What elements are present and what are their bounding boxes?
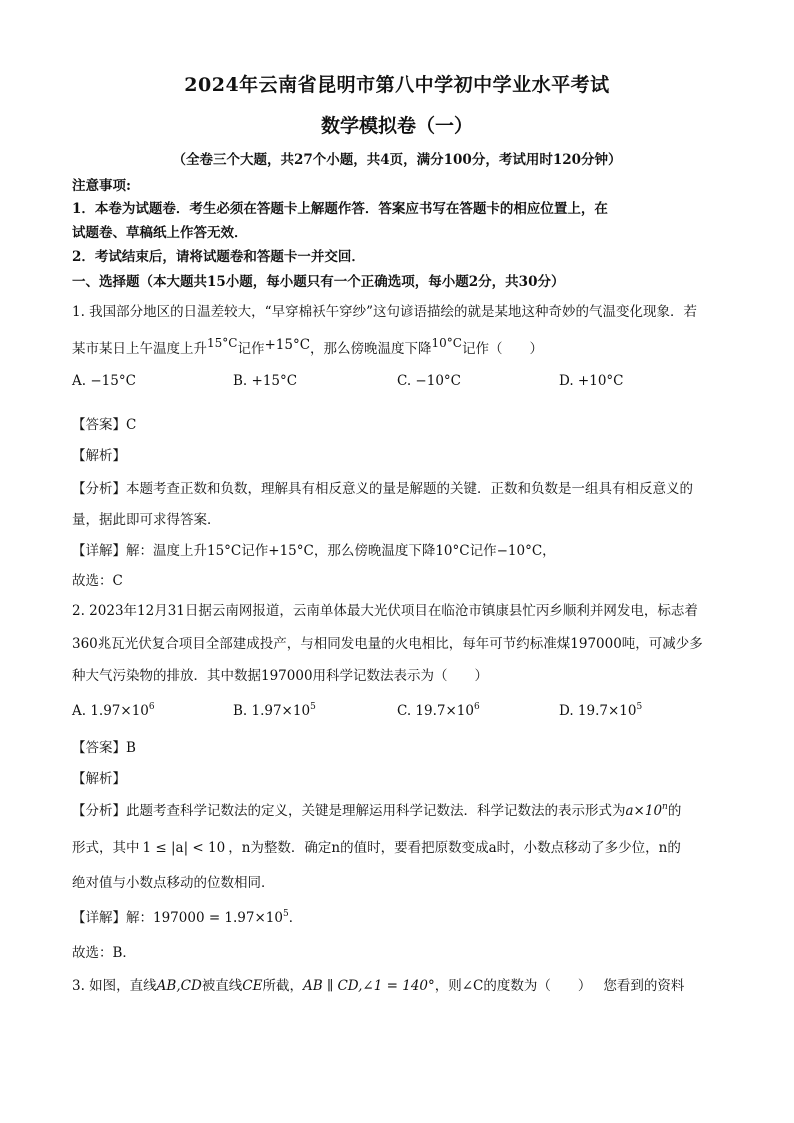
q2-analysis-line-3: 绝对值与小数点移动的位数相同． xyxy=(72,875,275,891)
q1-stem-line-2: 某市某日上午温度上升15°C记作+15°C，那么傍晚温度下降10°C记作（ ） xyxy=(72,336,543,357)
q2-choose: 故选：B． xyxy=(72,945,136,961)
q1-jiexi: 【解析】 xyxy=(72,448,126,464)
q2-stem-line-1: 2. 2023年12月31日据云南网报道，云南单体最大光伏项目在临沧市镇康县忙丙乡顺利并网发电，标志着 xyxy=(72,603,698,619)
q2-detail: 【详解】解：$197000 = 1.97\times 10^5$． xyxy=(72,909,303,926)
q3-stem-line-1: 3. 如图，直线AB,CD被直线CE所截，AB ∥ CD,∠1 = 140°，则∠C的度数为（ ） 您看到的资料 xyxy=(72,978,685,994)
exam-subtitle: 数学模拟卷（一） xyxy=(320,115,473,137)
watermark-text: 您看到的资料 xyxy=(603,978,685,994)
q1-analysis-line-1: 【分析】本题考查正数和负数，理解具有相反意义的量是解题的关键．正数和负数是一组具有相反意义的 xyxy=(72,481,693,497)
q2-answer: 【答案】B xyxy=(72,740,136,756)
q1-option-c: C. −10°C xyxy=(397,373,461,389)
q2-option-c: C. $19.7\times 10^6$ xyxy=(397,702,480,719)
q1-choose: 故选：C xyxy=(72,573,123,589)
q1-option-d: D. +10°C xyxy=(559,373,624,389)
notice-item-2: 2．考试结束后，请将试题卷和答题卡一并交回． xyxy=(72,249,365,265)
q2-option-d: D. $19.7\times 10^5$ xyxy=(559,702,643,719)
q1-stem-line-1: 1. 我国部分地区的日温差较大，“早穿棉袄午穿纱”这句谚语描绘的就是某地这种奇妙的气温变化现象．若 xyxy=(72,304,697,320)
exam-info: （全卷三个大题，共27个小题，共4页，满分100分，考试用时120分钟） xyxy=(172,152,622,168)
q2-option-a: A. $1.97\times 10^6$ xyxy=(72,702,155,719)
q2-stem-line-3: 种大气污染物的排放．其中数据197000用科学记数法表示为（ ） xyxy=(72,668,489,684)
q2-stem-line-2: 360兆瓦光伏复合项目全部建成投产，与相同发电量的火电相比，每年可节约标准煤197000吨，可减少多 xyxy=(72,636,703,652)
exam-title: 2024年云南省昆明市第八中学初中学业水平考试 xyxy=(184,74,610,96)
notice-item-1-line-1: 1．本卷为试题卷．考生必须在答题卡上解题作答．答案应书写在答题卡的相应位置上，在 xyxy=(72,201,608,217)
q1-option-a: A. −15°C xyxy=(72,373,136,389)
q2-option-b: B. $1.97\times 10^5$ xyxy=(233,702,316,719)
notice-item-1-line-2: 试题卷、草稿纸上作答无效． xyxy=(72,225,248,241)
notice-heading: 注意事项: xyxy=(72,178,131,194)
q1-analysis-line-2: 量，据此即可求得答案． xyxy=(72,512,221,528)
q1-answer: 【答案】C xyxy=(72,417,137,433)
q2-analysis-line-1: 【分析】此题考查科学记数法的定义，关键是理解运用科学记数法．科学记数法的表示形式为$a\times 10^n$的 xyxy=(72,802,682,819)
q1-detail: 【详解】解：温度上升15°C记作+15°C，那么傍晚温度下降10°C记作−10°C， xyxy=(72,543,556,559)
q2-analysis-line-2: 形式，其中 1 ≤ |a| < 10 ，n为整数．确定n的值时，要看把原数变成a时，小数点移动了多少位，n的 xyxy=(72,840,681,856)
q1-option-b: B. +15°C xyxy=(233,373,298,389)
q2-jiexi: 【解析】 xyxy=(72,771,126,787)
section-1-heading: 一、选择题（本大题共15小题，每小题只有一个正确选项，每小题2分，共30分） xyxy=(72,274,565,290)
